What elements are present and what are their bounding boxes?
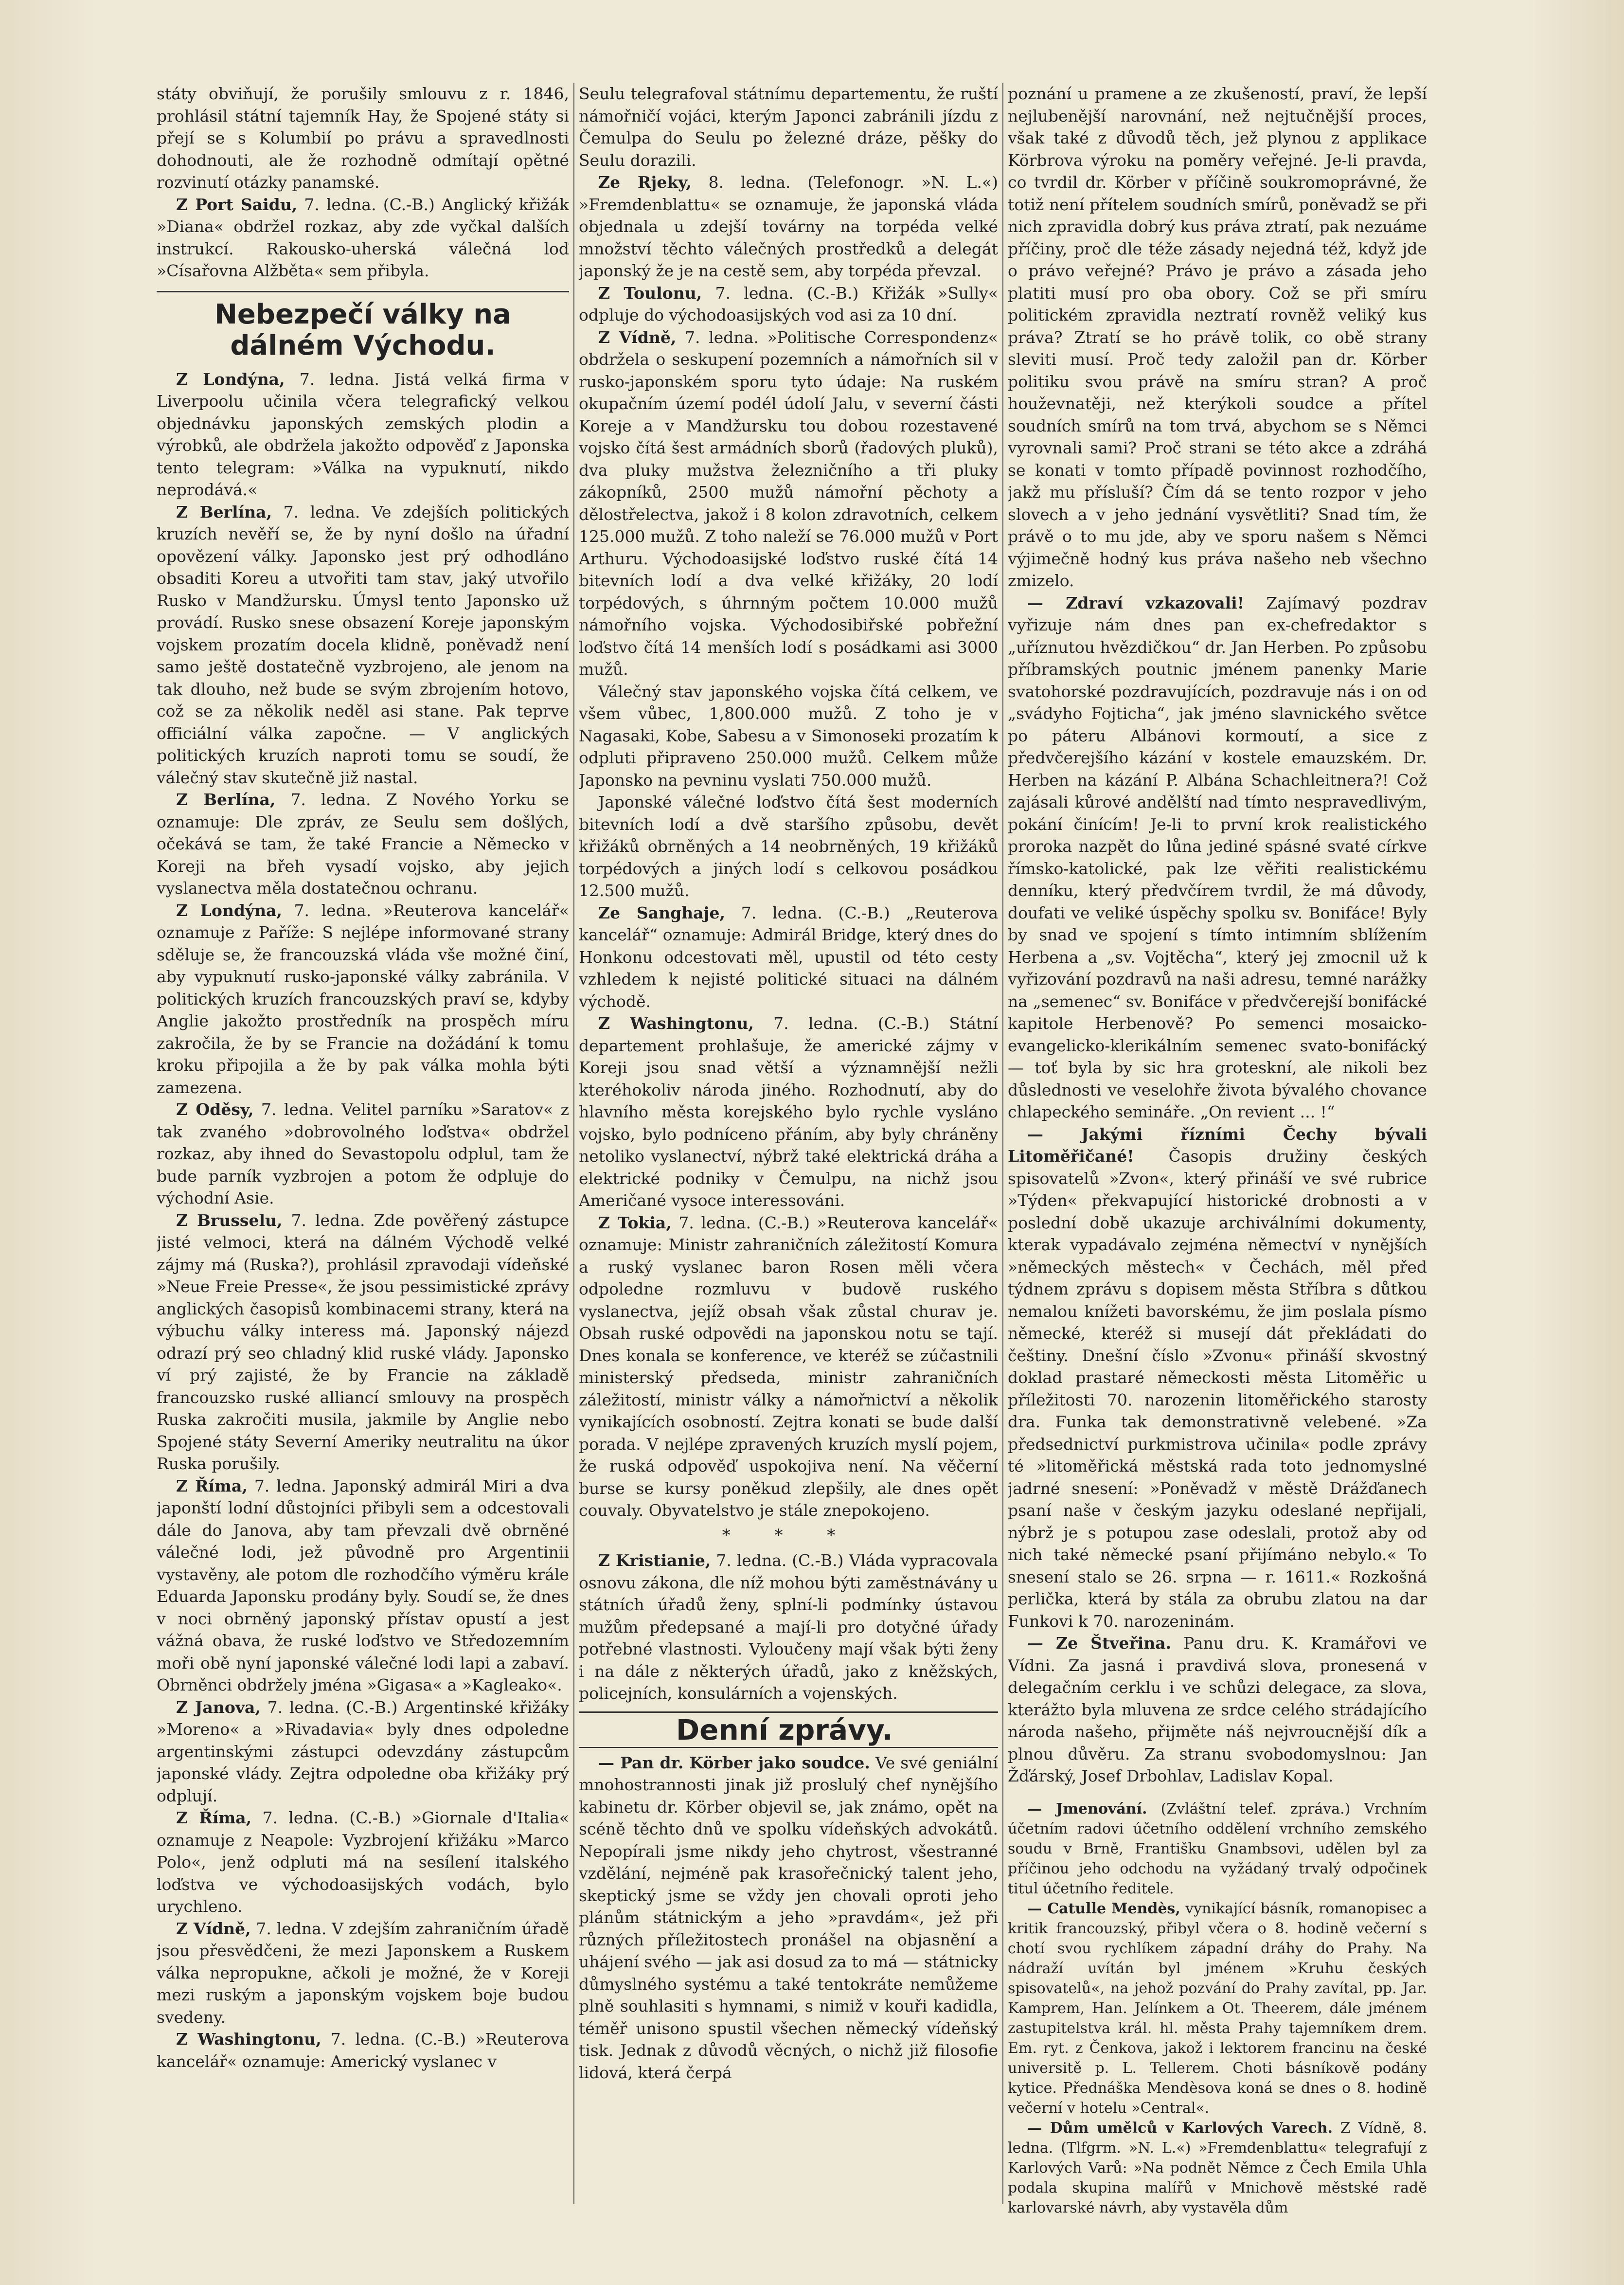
column-1 [157,83,569,2248]
dateline: Z Berlína, [176,790,276,809]
paragraph-text: Zajímavý pozdrav vyřizuje nám dnes pan ex-chefredaktor s „uříznutou hvězdičkou“ dr. Jan Herben. Po způsobu příbramských poutnic jménem panenky Marie svatohorské pozdravujících, pozdravuje nás i on od „svádyho Fojticha“, jak jméno slavnického světce po páteru Albánovi kormoutí, a sice z předvčerejšího kázání v kostele emauzském. Dr. Herben na kázání P. Albána Schachleitnera?! Což zajásali kůrové andělští nad tímto nespravedlivým, pokání činícím! Je-li to první krok realistického proroka nazpět do lůna jediné spásné svaté církve římsko-katolické, pak lze věřiti realistickému denníku, který předvčírem tvrdil, že má důvody, doufati ve veliké úspěchy spolku sv. Bonifáce! Byly by snad ve spojení s tímto intimním sblížením Herbena a „sv. Vojtěcha“, který jej zmocnil už k vyřizování pozdravů na naši adresu, temné narážky na „semenec“ sv. Bonifáce v předvčerejší bonifácké kapitole Herbenově? Po semenci mosaicko-evangelicko-klerikálním semenec svato-bonifácký — toť byla by sic hra groteskní, ale nikoli bez důslednosti ve veselohře života bývalého chovance chlapeckého semináře. „On revient ... !“ [1008,593,1427,1121]
dateline: Z Říma, [176,1476,248,1495]
paragraph-text: Japonské válečné loďstvo čítá šest moderních bitevních lodí a dvě staršího způsobu, devět křižáků obrněných a 14 neobrněných, 19 křižáků torpédových a jiných lodí s celkovou posádkou 12.500 mužů. [579,792,998,900]
dateline: Z Vídně, [176,1919,251,1938]
paragraph [157,1098,569,1209]
dateline: Z Washingtonu, [176,2030,321,2049]
paragraph-text: 7. ledna. (C.-B.) »Reuterova kancelář« oznamuje: Americký vyslanec v [157,2030,569,2071]
paragraph-text: 7. ledna. »Politische Correspondenz« obdržela o seskupení pozemních a námořních sil v rusko-japonském sporu tyto údaje: Na ruském okupačním území podél údolí Jalu, v severní části Koreje a v Mandžursku tou dobou rozestavené vojsko čítá šest armádních sborů (řadových pluků), dva pluky mužstva železničního a tři pluky zákopníků, 2500 mužů námořní pěchoty a dělostřelectva, jakož i 8 kolon zdravotních, celkem 125.000 mužů. Z toho naleží se 76.000 mužů v Port Arthuru. Východoasijské loďstvo ruské čítá 14 bitevních lodí a dva velké křižáky, 20 lodí torpédových, s úhrnným počtem 10.000 mužů námořního vojska. Východosibiřské pobřežní loďstvo čítá 14 menších lodí s posádkami asi 3000 mužů. [579,327,998,679]
paragraph [1008,2118,1427,2218]
paragraph-text: 7. ledna. (C.-B.) „Reuterova kancelář“ oznamuje: Admirál Bridge, který dnes do Honkonu odcestovati měl, upustil od této cesty vzhledem k nejisté politické situaci na dálném východě. [579,903,998,1011]
paragraph [579,171,998,282]
paragraph-text: 7. ledna. (C.-B.) Státní departement prohlašuje, že americké zájmy v Koreji jsou snad větší a významnější nežli kteréhokoliv národa jiného. Rozhodnutí, aby do hlavního města korejského bylo rychle vysláno vojsko, bylo podníceno přáním, aby byly chráněny netoliko vyslanectví, nýbrž také elektrická dráha a elektrické podniky v Čemulpu, na nichž jsou Američané vysoce interessováni. [579,1014,998,1210]
paragraph [157,789,569,900]
paragraph [579,1549,998,1705]
paragraph-text: poznání u pramene a ze zkušeností, praví, že lepší nejlubenější narovnání, než nejtučnější proces, však také z důvodů těch, jež plynou z applikace Körbrova výroku na poměry veřejné. Je-li pravda, co tvrdil dr. Körber v příčině soukromoprávné, že totiž není přítelem soudních smírů, poněvadž se při nich zpravidla dobrý kus práva ztratí, pak nezuáme příčiny, proč dle téže zásady nejedná též, když jde o právo veřejné? Právo je právo a zásada jeho platiti musí pro oba obory. Což se při smíru politickém zpravidla neztratí rovněž veliký kus práva? Ztratí se ho právě tolik, co obě strany sleviti musí. Proč tedy založil pan dr. Körber politiku svou právě na smíru stran? A proč houževnatěji, než kterýkoli soudce a přítel soudních smírů na tom trvá, abychom se s Němci vyrovnali sami? Proč strani se této akce a zdráhá se konati v tomto případě povinnost rozhodčího, jakž mu přísluší? Čím dá se tento rozpor v jeho slovech a v jeho jednání vysvětliti? Snad tím, že právě o to mu jde, aby ve sporu našem s Němci výjimečně hodný kus práva našeho neb všechno zmizelo. [1008,84,1427,590]
dateline: Z Brusselu, [176,1210,283,1230]
paragraph [579,791,998,902]
paragraph-text: 7. ledna. Japonský admirál Miri a dva japonští lodní důstojníci přibyli sem a odcestovali dále do Janova, aby tam převzali dvě obrněné válečné lodi, jež původně pro Argentinii vystavěny, ale potom dle rozhodčího výměru krále Eduarda Japonsku prodány byly. Soudí se, že dnes v noci obrněný japonský přístav opustí a jest vážná obava, že ruské loďstvo ve Středozemním moři obě nyní japonské válečné lodi lapi a zabaví. Obrněnci obdržely jména »Gigasa« a »Kagleako«. [157,1476,569,1694]
column-2 [579,83,998,2248]
paragraph-text: státy obviňují, že porušily smlouvu z r. 1846, prohlásil státní tajemník Hay, že Spojené státy si přejí se s Kolumbií po právu a spravedlnosti dohodnouti, ale že rozhodně odmítají opětné rozvinutí otázky panamské. [157,84,569,192]
paragraph-text: 7. ledna. Jistá velká firma v Liverpoolu učinila včera telegrafický velkou objednávku japonských zemských plodin a výrobků, ale obdržela jakožto odpověď z Japonska tento telegram: »Válka na vypuknutí, nikdo neprodává.« [157,369,569,499]
paragraph-text: Válečný stav japonského vojska čítá celkem, ve všem vůbec, 1,800.000 mužů. Z toho je v Nagasaki, Kobe, Sabesu a v Simonoseki prozatím k odpluti připraveno 250.000 mužů. Celkem může Japonsko na pevninu vyslati 750.000 mužů. [579,682,998,790]
paragraph [157,83,569,194]
column-rule [573,83,574,2204]
paragraph-text: 7. ledna. Ve zdejších politických kruzích nevěří se, že by nyní došlo na úřadní opovězení války. Japonsko jest prý odhodláno obsaditi Koreu a utvořiti tam stav, jaký utvořilo Rusko v Mandžursku. Úmysl tento Japonsko už provádí. Rusko snese obsazení Koreje japonským vojskem prozatím docela klidně, poněvadž není samo ještě dostatečně vyzbrojeno, ale jenom na tak dlouho, než bude se svým zbrojením hotovo, což se za několik neděl asi stane. Pak teprve officiální válka započne. — V anglických politických kruzích naproti tomu se soudí, že válečný stav skutečně již nastal. [157,502,569,787]
paragraph [157,900,569,1099]
section-heading: Nebezpečí války na dálném Východu. [157,291,569,361]
dateline: Z Oděsy, [176,1100,254,1119]
paragraph-text: 7. ledna. (C.-B.) »Giornale d'Italia« oznamuje z Neapole: Vyzbrojení křižáku »Marco Polo«, jenž odpluti má na sesílení italského loďstva ve východoasijských vodách, bylo urychleno. [157,1808,569,1916]
paragraph-text: 7. ledna. (C.-B.) Křižák »Sully« odpluje do východoasijských vod asi za 10 dní. [579,283,998,324]
article-title: — Jakými řízními Čechy bývali Litoměřičané! [1008,1124,1427,1166]
paragraph [157,501,569,789]
paragraph-text: 7. ledna. »Reuterova kancelář« oznamuje z Paříže: S nejlépe informované strany sděluje se, že francouzská vláda vše možné činí, aby vypuknutí rusko-japonské války zabránila. V politických kruzích francouzských praví se, kdyby Anglie jakožto prostředník na prospěch míru zakročila, že by se Francie na dožádání k tomu kroku připojila a že by pak válka mohla býti zamezena. [157,900,569,1097]
paragraph-text: (Zvláštní telef. zpráva.) Vrchním účetním radovi účetního oddělení vrchního zemského soudu v Brně, Františku Gnambsovi, udělen byl za příčinou jeho odchodu na vyžádaný trvalý odpočinek titul účetního ředitele. [1008,1800,1427,1897]
dateline: Z Londýna, [176,900,282,920]
paragraph [579,282,998,326]
paragraph [157,368,569,501]
spacer [1008,1787,1427,1799]
paragraph-text: 7. ledna. V zdejším zahraničním úřadě jsou přesvědčeni, že mezi Japonskem a Ruskem válka nepropukne, ačkoli je možné, že v Koreji mezi ruským a japonským vojskem boje budou svedeny. [157,1919,569,2027]
paragraph-text: Panu dru. K. Kramářovi ve Vídni. Za jasná i pravdivá slova, pronesená v delegačním cerklu i ve schůzi delegace, za slova, kterážto byla mluvena ze srdce celého strádajícího národa našeho, přijměte náš nejvroucnější dík a plnou důvěru. Za stranu svobodomyslnou: Jan Žďárský, Josef Drbohlav, Ladislav Kopal. [1008,1634,1427,1785]
paragraph-text: Seulu telegrafoval státnímu departementu, že ruští námořničí vojáci, kterým Japonci zabránili jízdu z Čemulpa do Seulu po železné dráze, pěšky do Seulu dorazili. [579,84,998,170]
paragraph [1008,83,1427,592]
paragraph-text: 7. ledna. Velitel parníku »Saratov« z tak zvaného »dobrovolného loďstva« obdržel rozkaz, aby ihned do Sevastopolu odplul, tam že bude parník vyzbrojen a potom že odpluje do východní Asie. [157,1100,569,1207]
paragraph [579,326,998,681]
paragraph [579,83,998,171]
dateline: Z Říma, [176,1808,252,1827]
paragraph-text: 7. ledna. (C.-B.) Argentinské křižáky »Moreno« a »Rivadavia« byly dnes odpoledne argentinskými zástupci odevzdány zástupcům japonské vlády. Zejtra odpoledne oba křižáky prý odplují. [157,1697,569,1805]
paragraph [579,681,998,792]
section-heading: Denní zprávy. [579,1711,998,1748]
dateline: Z Toulonu, [598,283,702,303]
article-title: — Jmenování. [1027,1800,1147,1817]
dateline: Z Janova, [176,1697,261,1717]
paragraph [157,194,569,282]
paragraph [1008,1123,1427,1633]
article-title: — Ze Štveřina. [1027,1634,1172,1653]
article-title: — Zdraví vzkazovali! [1027,593,1245,612]
paragraph-text: Časopis družiny českých spisovatelů »Zvon«, který přináší ve své rubrice »Týden« překvapující historické drobnosti a v poslední době ukazuje archiválními dokumenty, kterak vypadávalo zejména němectví v nynějších »německých městech« v Čechách, měl před týdnem zprávu s dopisem města Stříbra s důtkou nemalou knížeti bavorskému, že jim poslala písmo německé, kteréž si musejí dát překládati do češtiny. Dnešní číslo »Zvonu« přináší skvostný doklad prastaré německosti města Litoměřic u příležitosti 70. narozenin litoměřického starosty dra. Funka tak demonstrativně velebené. »Za předsednictví purkmistrova učinila« podle zprávy té »litoměřická městská rada toto jednomyslné jadrné snesení: »Poněvadž v městě Drážďanech psaní naše v českým jazyku odeslané nepřijali, nýbrž je s potupou zase odeslali, protož aby od nich také německé psaní přijímáno nebylo.« To snesení stalo se 26. srpna — r. 1611.« Rozkošná perlička, která by stála za obrubu zlatou na dar Funkovi k 70. narozeninám. [1008,1147,1427,1631]
column-3 [1008,83,1427,2248]
paragraph [579,902,998,1013]
paragraph-text: 7. ledna. (C.-B.) Anglický křižák »Diana« obdržel rozkaz, aby zde vyčkal dalších instrukcí. Rakousko-uherská válečná loď »Císařovna Alžběta« sem přibyla. [157,195,569,280]
paragraph [579,1752,998,2084]
paragraph [157,2028,569,2072]
paragraph-text: Ve své geniální mnohostrannosti jinak již proslulý chef nynějšího kabinetu dr. Körber objevil se, jak známo, opět na scéně těchto dnů ve spolku vídeňských advokátů. Nepopírali jsme nikdy jeho chytrost, všestranné vzdělání, nejméně pak krasořečnický talent jeho, skeptický jsme se vždy jen chovali oproti jeho plánům státnickým a jeho »pravdám«, jež při různých příležitostech pronášel na objasnění a uhájení svého — jak asi dosud za to má — státnicky důmyslného systému a také tentokráte nemůžeme plně souhlasiti s hymnami, s nimiž v kouři kadidla, téměř unisono spustil všechen německý vídeňský tisk. Jednak z důvodů věcných, o nichž již filosofie lidová, která čerpá [579,1753,998,2082]
paragraph [157,1209,569,1475]
section-separator: * * * [722,1525,855,1545]
article-title: — Dům umělců v Karlových Varech. [1027,2119,1333,2137]
paragraph [157,1918,569,2029]
paragraph [157,1807,569,1918]
column-rule [1002,83,1003,2204]
dateline: Ze Rjeky, [598,173,692,192]
paragraph [1008,1799,1427,1899]
paragraph-text: 7. ledna. (C.-B.) Vláda vypracovala osnovu zákona, dle níž mohou býti zaměstnávány u státních úřadů ženy, splní-li podmínky ústavou mužům předepsané a mají-li pro dotyčné úřady potřebné vlastnosti. Vyloučeny mají však býti ženy i na dále z některých úřadů, jako z kněžských, policejních, konsulárních a vojenských. [579,1551,998,1703]
paragraph [1008,592,1427,1123]
paragraph-text: 8. ledna. (Telefonogr. »N. L.«) »Fremdenblattu« se oznamuje, že japonská vláda objednala u zdejší továrny na torpéda velké množství těchto válečných prostředků a delegát japonský že je na cestě sem, aby torpéda převzal. [579,173,998,280]
dateline: Z Kristianie, [598,1551,711,1570]
dateline: Z Vídně, [598,327,677,347]
paragraph-text: 7. ledna. Zde pověřený zástupce jisté velmoci, která na dálném Východě velké zájmy má (Ruska?), prohlásil zpravodaji vídeňské »Neue Freie Presse«, že jsou pessimistické zprávy anglických časopisů kombinacemi strany, která na výbuchu války interess má. Japonský nájezd odrazí prý seo chladný klid ruské vlády. Japonsko ví prý zajisté, že by Francie na základě francouzsko ruské alliancí smlouvy na prospěch Ruska zakročiti musila, jakmile by Anglie nebo Spojené státy Severní Ameriky neutralitu na úkor Ruska porušily. [157,1210,569,1473]
paragraph-text: 7. ledna. Z Nového Yorku se oznamuje: Dle zpráv, ze Seulu sem došlých, očekává se tam, že také Francie a Německo v Koreji na břeh vysadí vojsko, aby jejich vyslanectva měla dostatečnou ochranu. [157,790,569,898]
dateline: Z Berlína, [176,502,272,522]
dateline: Z Washingtonu, [598,1014,754,1033]
paragraph [1008,1899,1427,2118]
dateline: Z Port Saidu, [176,195,298,214]
dateline: Z Londýna, [176,369,285,389]
article-title: — Pan dr. Körber jako soudce. [598,1753,870,1772]
paragraph-text: vynikající básník, romanopisec a kritik francouzský, přibyl včera o 8. hodině večerní s chotí svou rychlíkem západní dráhy do Prahy. Na nádraží uvítán byl jménem »Kruhu českých spisovatelů«, na jehož pozvání do Prahy zavítal, pp. Jar. Kamprem, Han. Jelínkem a Ot. Theerem, dále jménem zastupitelstva král. hl. města Prahy tajemníkem drem. Em. ryt. z Čenkova, jakož i lektorem francinu na české universitě p. L. Tellerem. Choti básníkově podány kytice. Přednáška Mendèsova koná se dnes o 8. hodině večerní v hotelu »Central«. [1008,1900,1427,2117]
paragraph [579,1012,998,1212]
paragraph [157,1475,569,1696]
dateline: Z Tokia, [598,1213,672,1232]
paragraph [1008,1632,1427,1787]
dateline: Ze Sanghaje, [598,903,725,922]
paragraph-text: Z Vídně, 8. ledna. (Tlfgrm. »N. L.«) »Fremdenblattu« telegrafují z Karlových Varů: »Na podnět Němce z Čech Emila Uhla podala skupina malířů v Mnichově městské radě karlovarské návrh, aby vystavěla dům [1008,2119,1427,2216]
paragraph [579,1212,998,1522]
paragraph [157,1696,569,1807]
paragraph-text: 7. ledna. (C.-B.) »Reuterova kancelář« oznamuje: Ministr zahraničních záležitostí Komura a ruský vyslanec baron Rosen měli včera odpoledne rozmluvu v budově ruského vyslanectva, jejíž obsah však zůstal churav je. Obsah ruské odpovědi na japonskou notu se tají. Dnes konala se konference, ve kteréž se zúčastnili ministerský předseda, ministr zahraničních záležitostí, ministr války a námořnictví a několik vynikajících osobností. Zejtra konati se bude další porada. V nejlépe zpravených kruzích myslí pojem, že ruská odpověď uspokojiva není. Na věčerní burse se kursy poněkud zlepšily, ale dnes opět couvaly. Obyvatelstvo je stále znepokojeno. [579,1213,998,1520]
article-title: — Catulle Mendès, [1027,1900,1180,1917]
